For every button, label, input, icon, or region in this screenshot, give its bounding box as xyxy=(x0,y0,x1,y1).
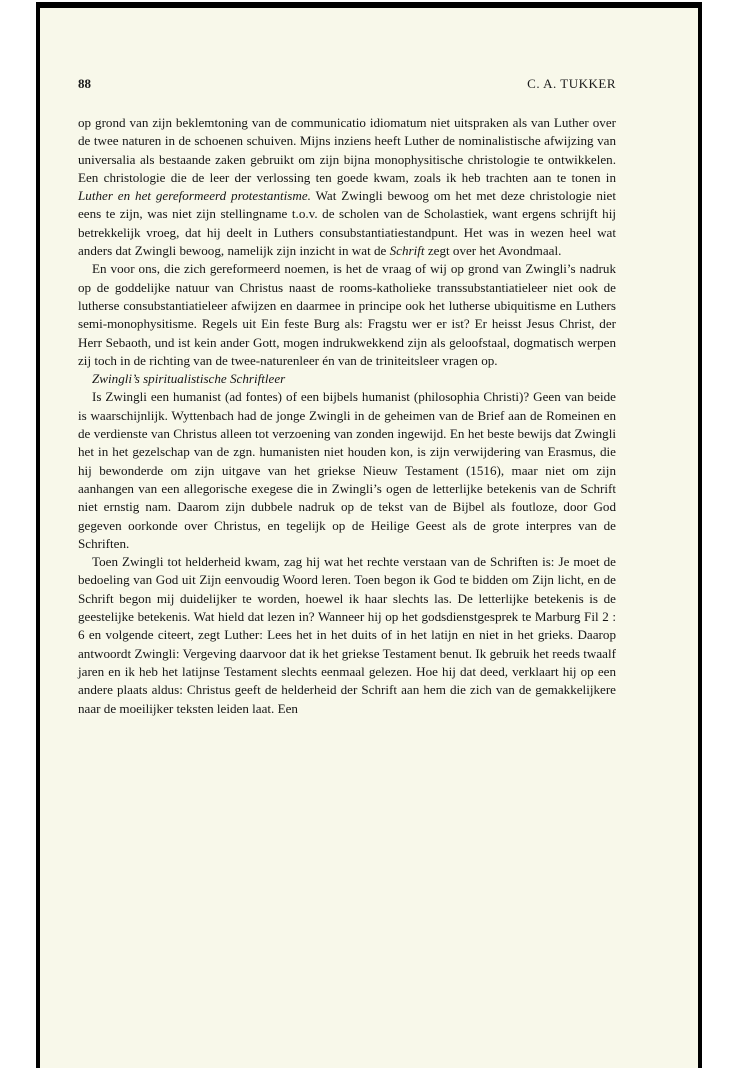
page-header xyxy=(78,76,616,94)
schrift-emphasis: Schrift xyxy=(389,243,425,259)
paragraph-1-text-b: Wat Zwingli bewoog om het met deze christologie niet eens te zijn, was niet zijn stellingname t.o.v. de scholen van de Scholastiek, want ergens schrijft hij betrekkelijk vroeg, dat hij deelt in Luthers consubstantiatiestandpunt. Het was in wezen heel wat anders dat Zwingli bewoog, namelijk zijn inzicht in wat de xyxy=(78,188,616,259)
paragraph-3: Is Zwingli een humanist (ad fontes) of een bijbels humanist (philosophia Christi)? Geen van beide is waarschijnlijk. Wyttenbach had de jonge Zwingli in de geheimen van de Brief aan de Romeinen en de verdienste van Christus alleen tot verzoening van zonden ingewijd. En het beste bewijs dat Zwingli het in het gezelschap van de zgn. humanisten niet houden kon, is zijn verwijdering van Erasmus, die hij bewonderde om zijn uitgave van het griekse Nieuw Testament (1516), maar niet om zijn aanhangen van een allegorische exegese die in Zwingli’s ogen de letterlijke betekenis van de Schrift niet ernstig nam. Daarom zijn dubbele nadruk op de tekst van de Bijbel als foutloze, door God gegeven oorkonde over Christus, en tegelijk op de Heilige Geest als de grote interpres van de Schriften. xyxy=(78,389,616,551)
paragraph-1-text-c: zegt over het Avondmaal. xyxy=(424,243,562,259)
paragraph-2: En voor ons, die zich gereformeerd noemen, is het de vraag of wij op grond van Zwingli’s nadruk op de goddelijke natuur van Christus naast de rooms-katholieke transsubstantiatieleer niet ook de lutherse consubstantiatieleer afwijzen en daarmee in principe ook het lutherse ubiquitisme en Luthers semi-monophysitisme. Regels uit Ein feste Burg als: Fragstu wer er ist? Er heisst Jesus Christ, der Herr Sebaoth, und ist kein ander Gott, mogen indrukwekkend zijn als geloofstaal, dogmatisch werpen zij toch in de richting van de twee-naturenleer én van de triniteitsleer vragen op. xyxy=(78,261,616,368)
paragraph-1 xyxy=(78,114,616,260)
section-heading: Zwingli’s spiritualistische Schriftleer xyxy=(92,371,286,387)
running-head-author: C. A. TUKKER xyxy=(527,76,616,91)
book-title: Luther en het gereformeerd protestantisme. xyxy=(78,188,311,204)
paragraph-4: Toen Zwingli tot helderheid kwam, zag hij wat het rechte verstaan van de Schriften is: Je moet de bedoeling van God uit Zijn eenvoudig Woord leren. Toen begon ik God te bidden om Zijn licht, en de Schrift begon mij duidelijker te worden, hoewel ik haar slechts las. De letterlijke betekenis is de geestelijke betekenis. Wat hield dat lezen in? Wanneer hij op het godsdienstgesprek te Marburg Fil 2 : 6 en volgende citeert, zegt Luther: Lees het in het duits of in het latijn en niet in het grieks. Daarop antwoordt Zwingli: Vergeving daarvoor dat ik het griekse Testament benut. Ik gebruik het reeds twaalf jaren en ik heb het latijnse Testament slechts eenmaal gelezen. Hoe hij dat deed, verklaart hij op een andere plaats aldus: Christus geeft de helderheid der Schrift aan hem die zich van de gemakkelijkere naar de moeilijker teksten leiden laat. Een xyxy=(78,554,616,716)
body-text xyxy=(78,114,616,718)
paragraph-1-text-a: op grond van zijn beklemtoning van de communicatio idiomatum niet uitspraken als van Luther over de twee naturen in de schoenen schuiven. Mijns inziens heeft Luther de nominalistische afwijzing van universalia als bestaande zaken gebruikt om zijn bijna monophysitische christologie te ontwikkelen. Een christologie die de leer der verlossing ten goede kwam, zoals ik heb trachten aan te tonen in xyxy=(78,115,616,185)
page-number: 88 xyxy=(78,76,91,91)
